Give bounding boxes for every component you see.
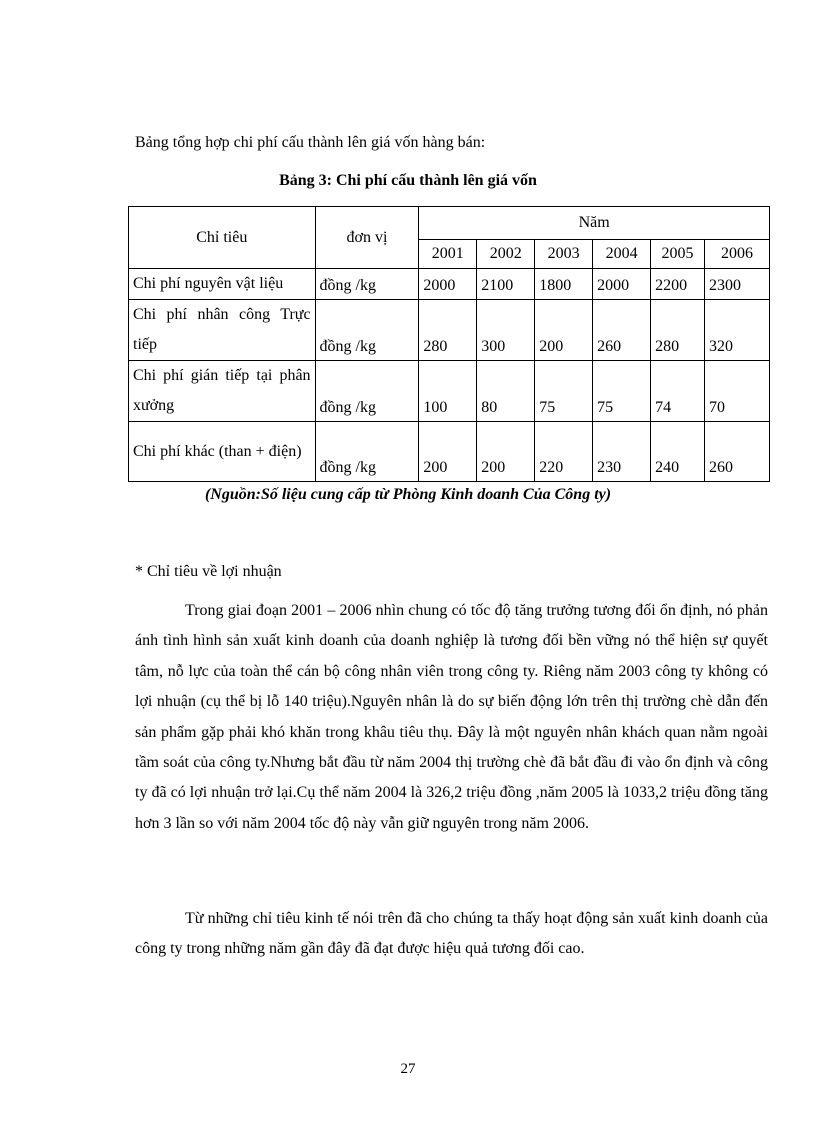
value-cell: 2300 bbox=[705, 269, 770, 300]
table-row bbox=[129, 269, 770, 300]
table-row bbox=[129, 361, 770, 422]
value-cell: 2200 bbox=[651, 269, 705, 300]
table-header-row bbox=[129, 207, 770, 240]
value-cell: 70 bbox=[705, 361, 770, 422]
header-year-group: Năm bbox=[419, 207, 770, 240]
indicator-cell: Chi phí nhân công Trực tiếp bbox=[129, 300, 316, 361]
header-unit: đơn vị bbox=[315, 207, 419, 269]
value-cell: 220 bbox=[535, 422, 593, 482]
value-cell: 2000 bbox=[419, 269, 477, 300]
value-cell: 75 bbox=[535, 361, 593, 422]
value-cell: 80 bbox=[477, 361, 535, 422]
intro-text: Bảng tổng hợp chi phí cấu thành lên giá vốn hàng bán: bbox=[135, 134, 486, 151]
value-cell: 320 bbox=[705, 300, 770, 361]
page-number: 27 bbox=[400, 1061, 416, 1077]
value-cell: 260 bbox=[593, 300, 651, 361]
value-cell: 240 bbox=[651, 422, 705, 482]
year-cell: 2001 bbox=[419, 240, 477, 269]
table-row bbox=[129, 422, 770, 482]
value-cell: 300 bbox=[477, 300, 535, 361]
value-cell: 230 bbox=[593, 422, 651, 482]
paragraph-2: Từ những chỉ tiêu kinh tế nói trên đã cho chúng ta thấy hoạt động sản xuất kinh doanh của công ty trong những năm gần đây đã đạt được hiệu quả tương đối cao. bbox=[135, 910, 768, 958]
value-cell: 2000 bbox=[593, 269, 651, 300]
value-cell: 74 bbox=[651, 361, 705, 422]
year-cell: 2004 bbox=[593, 240, 651, 269]
indicator-cell: Chi phí gián tiếp tại phân xưởng bbox=[129, 361, 316, 422]
unit-cell: đồng /kg bbox=[315, 422, 419, 482]
unit-cell: đồng /kg bbox=[315, 361, 419, 422]
indicator-cell: Chi phí nguyên vật liệu bbox=[129, 269, 316, 300]
paragraph-1: Trong giai đoạn 2001 – 2006 nhìn chung có tốc độ tăng trưởng tương đối ổn định, nó phản ánh tình hình sản xuất kinh doanh của doanh nghiệp là tương đối bền vững nó thể hiện sự quyết tâm, nỗ lực của toàn thể cán bộ công nhân viên trong công ty. Riêng năm 2003 công ty không có lợi nhuận (cụ thể bị lỗ 140 triệu).Nguyên nhân là do sự biến động lớn trên thị trường chè dẫn đến sản phẩm gặp phải khó khăn trong khâu tiêu thụ. Đây là một nguyên nhân khách quan nằm ngoài tầm soát của công ty.Nhưng bắt đầu từ năm 2004 thị trường chè đã bắt đầu đi vào ổn định và công ty đã có lợi nhuận trở lại.Cụ thể năm 2004 là 326,2 triệu đồng ,năm 2005 là 1033,2 triệu đồng tăng hơn 3 lần so với năm 2004 tốc độ này vẫn giữ nguyên trong năm 2006. bbox=[135, 602, 768, 832]
year-cell: 2005 bbox=[651, 240, 705, 269]
source-note: (Nguồn:Số liệu cung cấp từ Phòng Kinh doanh Của Công ty) bbox=[204, 486, 612, 503]
value-cell: 1800 bbox=[535, 269, 593, 300]
table-caption: Bảng 3: Chi phí cấu thành lên giá vốn bbox=[279, 172, 537, 189]
year-cell: 2003 bbox=[535, 240, 593, 269]
value-cell: 200 bbox=[535, 300, 593, 361]
indicator-cell: Chi phí khác (than + điện) bbox=[129, 422, 316, 482]
header-indicator: Chỉ tiêu bbox=[129, 207, 316, 269]
value-cell: 280 bbox=[419, 300, 477, 361]
value-cell: 280 bbox=[651, 300, 705, 361]
year-cell: 2002 bbox=[477, 240, 535, 269]
unit-cell: đồng /kg bbox=[315, 300, 419, 361]
table-row bbox=[129, 300, 770, 361]
value-cell: 2100 bbox=[477, 269, 535, 300]
value-cell: 100 bbox=[419, 361, 477, 422]
value-cell: 260 bbox=[705, 422, 770, 482]
cost-table bbox=[128, 206, 770, 482]
value-cell: 200 bbox=[419, 422, 477, 482]
value-cell: 200 bbox=[477, 422, 535, 482]
value-cell: 75 bbox=[593, 361, 651, 422]
section-heading: * Chỉ tiêu về lợi nhuận bbox=[135, 563, 282, 580]
year-cell: 2006 bbox=[705, 240, 770, 269]
unit-cell: đồng /kg bbox=[315, 269, 419, 300]
